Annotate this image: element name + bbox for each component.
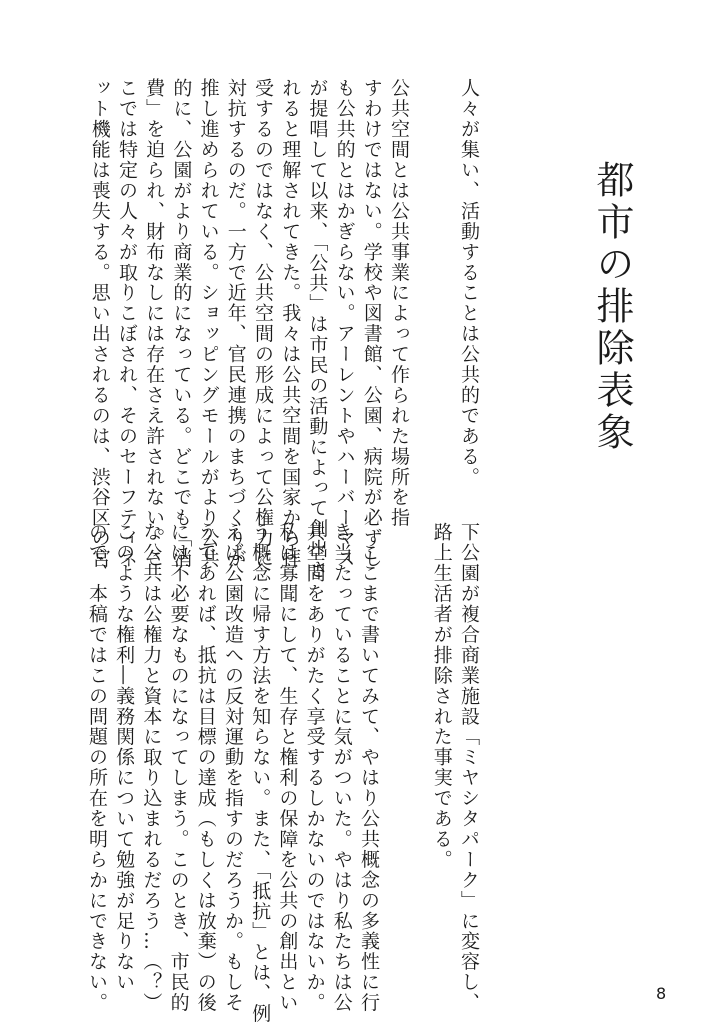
page-number: 8: [656, 984, 667, 1003]
body-paragraph-1: 公共空間とは公共事業によって作られた場所を指 すわけではない。学校や図書館、公園、病院が必ずし も公共的とはかぎらない。アーレントやハーバーマス が提唱して以来、「公共」は市民の活動によって創出さ れると理解されてきた。我々は公共空間を国家から拝 受するのではなく、公共空間の形成によって公権力に 対抗するのだ。一方で近年、官民連携のまちづくりが 推し進められている。ショッピングモールがより公共 的に、公園がより商業的になっている。どこでも「消 費」を迫られ、財布なしには存在さえ許されない。こ こでは特定の人々が取りこぼされ、そのセーフティネ ット機能は喪失する。思い出されるのは、渋谷区の宮: [88, 78, 410, 580]
body-paragraph-1-continued: 下公園が複合商業施設「ミヤシタパーク」に変容し、 路上生活者が排除された事実である。: [430, 522, 480, 1013]
article-title: 都市の排除表象: [590, 160, 634, 454]
lead-sentence: 人々が集い、活動することは公共的である。: [458, 78, 480, 487]
body-paragraph-2: ここまで書いてみて、やはり公共概念の多義性に行 き当たっていることに気がついた。やはり私たちは公 共空間をありがたく享受するしかないのではないか。 私は寡聞にして、生存と権利の保障を公共の創出とい う概念に帰す方法を知らない。また、「抵抗」とは、例 えば公園改造への反対運動を指すのだろうか。もしそ うであれば、抵抗は目標の達成（もしくは放棄）の後 には不必要なものになってしまう。このとき、市民的 な公共は公権力と資本に取り込まれるだろう…（？） このような権利―義務関係について勉強が足りない ので、本稿ではこの問題の所在を明らかにできない。: [85, 522, 380, 1024]
